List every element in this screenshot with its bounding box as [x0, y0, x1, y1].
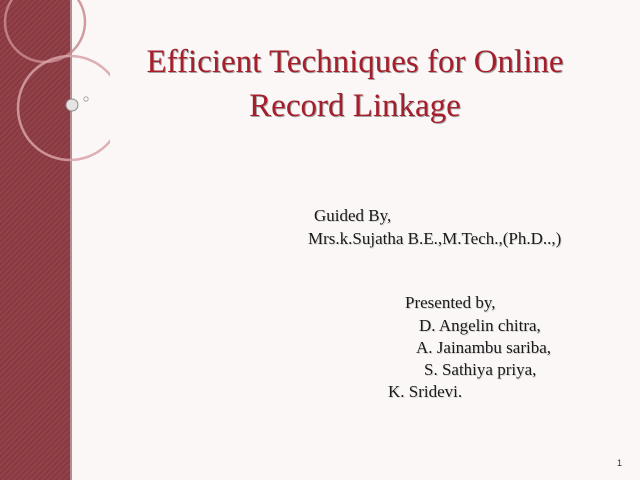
slide-title	[90, 40, 620, 128]
title-line-1: Efficient Techniques for Online	[146, 44, 564, 80]
page-number: 1	[616, 458, 622, 468]
presenter-name: K. Sridevi.	[388, 382, 463, 401]
presenter-name: A. Jainambu sariba,	[416, 338, 552, 357]
title-line-2: Record Linkage	[249, 88, 461, 124]
presented-by-label: Presented by,	[405, 293, 496, 312]
guided-by-label: Guided By,	[314, 206, 392, 225]
presenter-name: D. Angelin chitra,	[419, 316, 541, 335]
presenter-name: S. Sathiya priya,	[424, 360, 537, 379]
guide-name: Mrs.k.Sujatha B.E.,M.Tech.,(Ph.D..,)	[308, 229, 562, 248]
